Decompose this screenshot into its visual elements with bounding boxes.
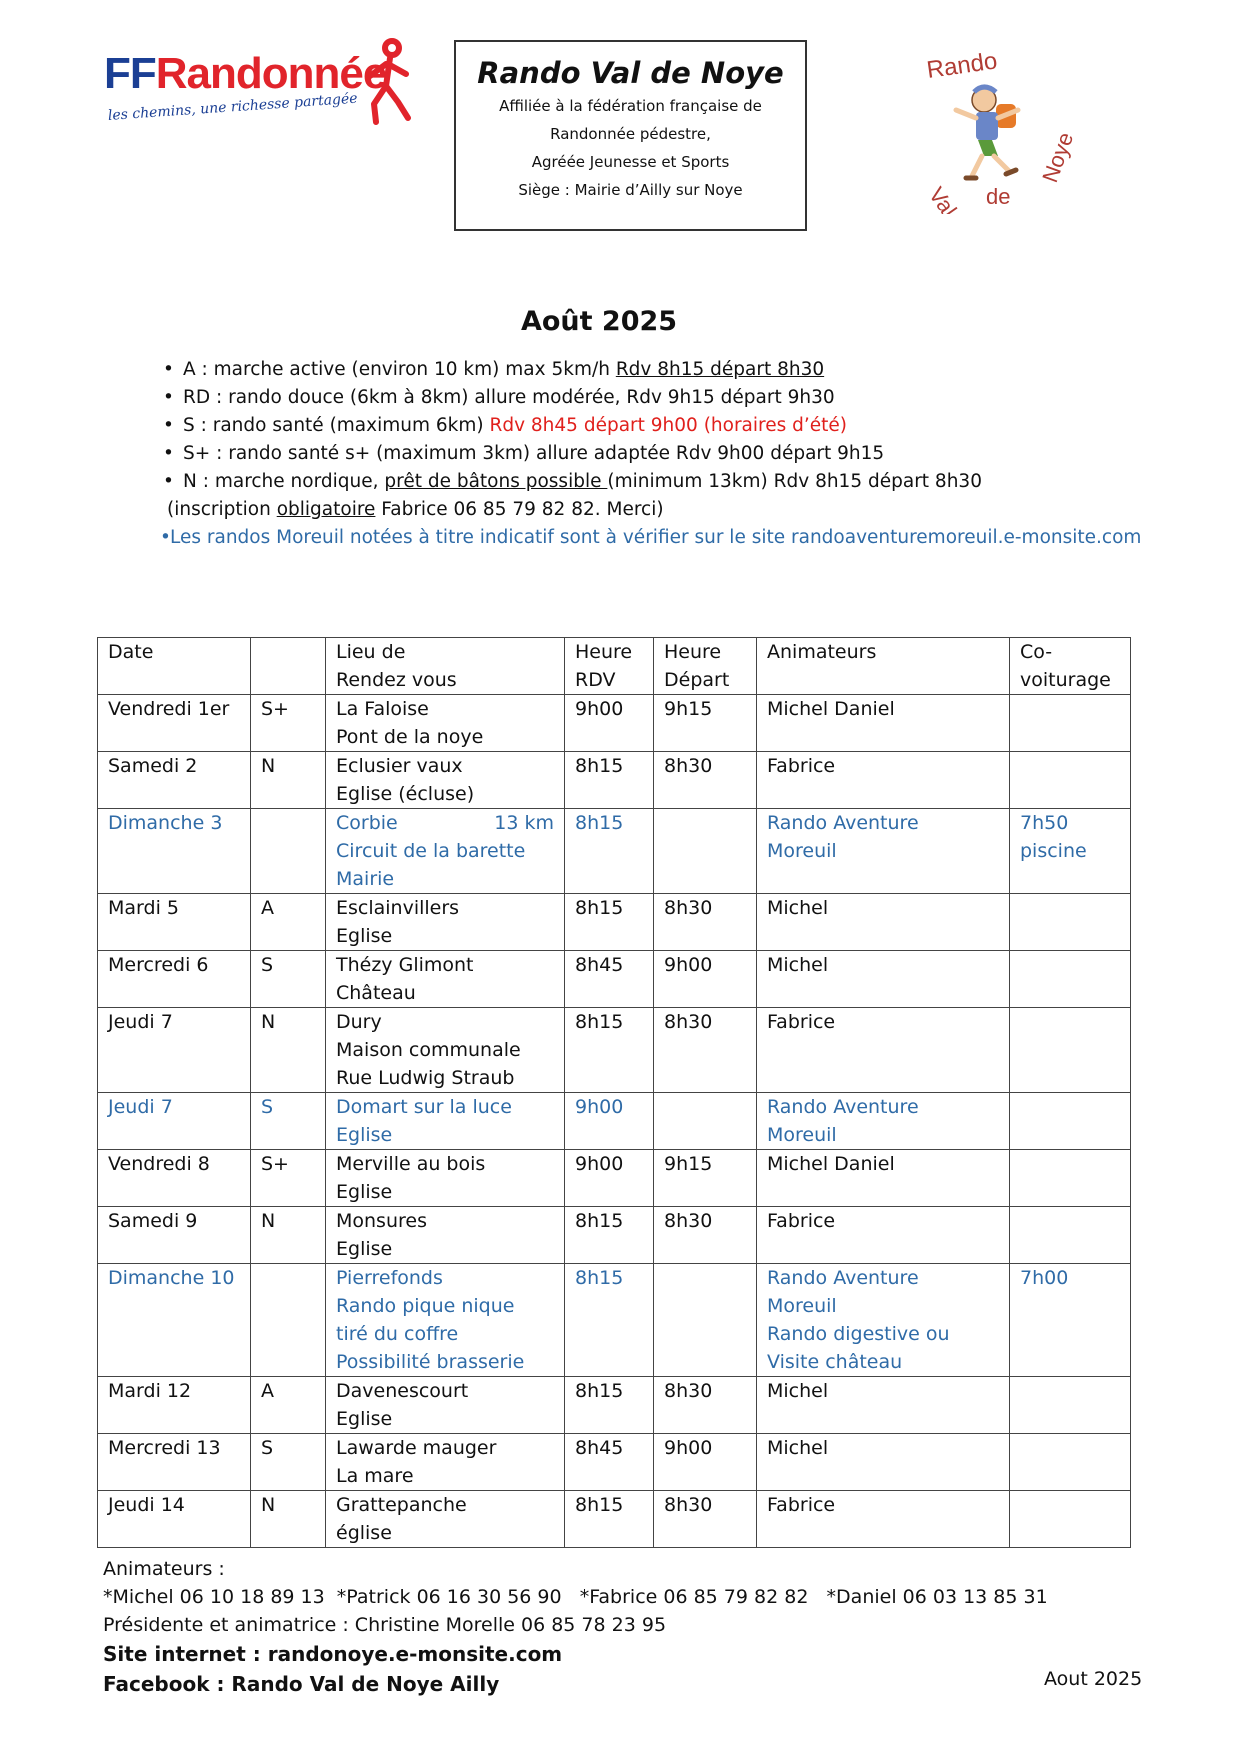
cell-covoiturage: [1010, 951, 1131, 1008]
header-lieu: Lieu de Rendez vous: [326, 638, 565, 695]
cell-animateurs: Fabrice: [757, 1207, 1010, 1264]
hiker-figure-icon: [362, 38, 414, 128]
table-row: [98, 1434, 1131, 1491]
ffr-brand: FFRandonnée: [104, 49, 387, 98]
svg-text:Rando: Rando: [925, 47, 999, 84]
table-header-row: [98, 638, 1131, 695]
hiker-character-icon: [906, 44, 1096, 214]
cell-covoiturage: 7h50 piscine: [1010, 809, 1131, 894]
svg-text:de: de: [986, 184, 1011, 209]
header-rdv: Heure RDV: [565, 638, 654, 695]
cell-rdv: 8h45: [565, 1434, 654, 1491]
svg-text:Noye: Noye: [1037, 128, 1079, 186]
cell-animateurs: Michel Daniel: [757, 695, 1010, 752]
cell-date: Mardi 12: [98, 1377, 251, 1434]
cell-depart: 8h30: [654, 752, 757, 809]
cell-lieu: Eclusier vaux Eglise (écluse): [326, 752, 565, 809]
cell-depart: 9h00: [654, 951, 757, 1008]
cell-type: [251, 809, 326, 894]
legend-inscription: (inscription obligatoire Fabrice 06 85 79 82 82. Merci): [167, 499, 664, 520]
affiliation-line: Agréée Jeunesse et Sports: [531, 153, 730, 171]
cell-covoiturage: [1010, 1150, 1131, 1207]
cell-covoiturage: [1010, 1093, 1131, 1150]
cell-type: S+: [251, 695, 326, 752]
table-row: [98, 894, 1131, 951]
cell-date: Samedi 2: [98, 752, 251, 809]
cell-covoiturage: 7h00: [1010, 1264, 1131, 1377]
cell-covoiturage: [1010, 1434, 1131, 1491]
cell-rdv: 8h15: [565, 1377, 654, 1434]
footer-site: Site internet : randonoye.e-monsite.com: [103, 1642, 563, 1666]
cell-lieu: Corbie 13 km Circuit de la barette Mairie: [326, 809, 565, 894]
cell-covoiturage: [1010, 894, 1131, 951]
cell-rdv: 9h00: [565, 1093, 654, 1150]
cell-lieu: La Faloise Pont de la noye: [326, 695, 565, 752]
footer-facebook: Facebook : Rando Val de Noye Ailly: [103, 1672, 500, 1696]
cell-type: [251, 1264, 326, 1377]
month-title: Août 2025: [520, 306, 678, 337]
cell-type: S+: [251, 1150, 326, 1207]
cell-animateurs: Rando Aventure Moreuil Rando digestive ou Visite château: [757, 1264, 1010, 1377]
legend-item-splus: • S+ : rando santé s+ (maximum 3km) allure adaptée Rdv 9h00 départ 9h15: [163, 443, 885, 464]
cell-rdv: 8h15: [565, 752, 654, 809]
cell-lieu: Grattepanche église: [326, 1491, 565, 1548]
footer-animateurs-phones: *Michel 06 10 18 89 13 *Patrick 06 16 30 56 90 *Fabrice 06 85 79 82 82 *Daniel 06 03 13 85 31: [103, 1586, 1048, 1608]
header-depart: Heure Départ: [654, 638, 757, 695]
cell-type: A: [251, 1377, 326, 1434]
legend-item-rd: • RD : rando douce (6km à 8km) allure modérée, Rdv 9h15 départ 9h30: [163, 387, 835, 408]
cell-date: Dimanche 10: [98, 1264, 251, 1377]
cell-date: Mercredi 6: [98, 951, 251, 1008]
cell-type: A: [251, 894, 326, 951]
cell-lieu: Domart sur la luce Eglise: [326, 1093, 565, 1150]
affiliation-line: Randonnée pédestre,: [550, 125, 711, 143]
cell-depart: 8h30: [654, 1207, 757, 1264]
cell-date: Jeudi 7: [98, 1093, 251, 1150]
cell-lieu: Davenescourt Eglise: [326, 1377, 565, 1434]
cell-date: Jeudi 14: [98, 1491, 251, 1548]
cell-lieu: Pierrefonds Rando pique nique tiré du coffre Possibilité brasserie: [326, 1264, 565, 1377]
table-row: [98, 1377, 1131, 1434]
table-row: [98, 809, 1131, 894]
cell-depart: 9h00: [654, 1434, 757, 1491]
cell-type: S: [251, 1093, 326, 1150]
cell-animateurs: Michel: [757, 894, 1010, 951]
cell-type: N: [251, 752, 326, 809]
cell-date: Samedi 9: [98, 1207, 251, 1264]
cell-rdv: 9h00: [565, 695, 654, 752]
footer-presidente: Présidente et animatrice : Christine Morelle 06 85 78 23 95: [103, 1614, 667, 1636]
header-date: Date: [98, 638, 251, 695]
club-name: Rando Val de Noye: [477, 56, 784, 90]
affiliation-line: Siège : Mairie d’Ailly sur Noye: [518, 181, 743, 199]
cell-type: N: [251, 1207, 326, 1264]
footer: [103, 1555, 1048, 1699]
ffrandonnee-logo: [104, 38, 414, 142]
cell-depart: 8h30: [654, 1377, 757, 1434]
table-row: [98, 695, 1131, 752]
cell-date: Jeudi 7: [98, 1008, 251, 1093]
cell-depart: 8h30: [654, 1008, 757, 1093]
legend: [160, 356, 1142, 552]
cell-date: Vendredi 1er: [98, 695, 251, 752]
cell-date: Mardi 5: [98, 894, 251, 951]
legend-item-a: • A : marche active (environ 10 km) max 5km/h Rdv 8h15 départ 8h30: [163, 359, 825, 380]
cell-rdv: 8h15: [565, 1207, 654, 1264]
cell-covoiturage: [1010, 752, 1131, 809]
footer-animateurs-title: Animateurs :: [103, 1558, 225, 1580]
cell-covoiturage: [1010, 1207, 1131, 1264]
rando-val-de-noye-logo: [906, 44, 1096, 214]
table-row: [98, 1264, 1131, 1377]
legend-item-n: • N : marche nordique, prêt de bâtons possible (minimum 13km) Rdv 8h15 départ 8h30: [163, 471, 982, 492]
cell-rdv: 8h15: [565, 1491, 654, 1548]
table-row: [98, 1150, 1131, 1207]
cell-date: Dimanche 3: [98, 809, 251, 894]
cell-lieu: Monsures Eglise: [326, 1207, 565, 1264]
table-row: [98, 1008, 1131, 1093]
cell-rdv: 9h00: [565, 1150, 654, 1207]
cell-type: N: [251, 1491, 326, 1548]
affiliation-line: Affiliée à la fédération française de: [499, 97, 762, 115]
table-row: [98, 1491, 1131, 1548]
cell-lieu: Lawarde mauger La mare: [326, 1434, 565, 1491]
cell-depart: [654, 809, 757, 894]
table-row: [98, 1207, 1131, 1264]
cell-rdv: 8h15: [565, 1008, 654, 1093]
cell-covoiturage: [1010, 1377, 1131, 1434]
table-row: [98, 1093, 1131, 1150]
cell-date: Vendredi 8: [98, 1150, 251, 1207]
cell-depart: [654, 1093, 757, 1150]
cell-covoiturage: [1010, 1008, 1131, 1093]
ffr-tagline: les chemins, une richesse partagée: [107, 90, 359, 124]
cell-rdv: 8h15: [565, 894, 654, 951]
cell-animateurs: Rando Aventure Moreuil: [757, 1093, 1010, 1150]
header-type: [251, 638, 326, 695]
cell-type: S: [251, 951, 326, 1008]
cell-lieu: Esclainvillers Eglise: [326, 894, 565, 951]
cell-covoiturage: [1010, 1491, 1131, 1548]
cell-lieu: Merville au bois Eglise: [326, 1150, 565, 1207]
schedule-table: [97, 637, 1131, 1548]
cell-animateurs: Rando Aventure Moreuil: [757, 809, 1010, 894]
legend-item-s: • S : rando santé (maximum 6km) Rdv 8h45 départ 9h00 (horaires d’été): [163, 415, 847, 436]
cell-rdv: 8h15: [565, 809, 654, 894]
cell-depart: [654, 1264, 757, 1377]
cell-animateurs: Michel: [757, 951, 1010, 1008]
cell-rdv: 8h15: [565, 1264, 654, 1377]
cell-animateurs: Michel: [757, 1434, 1010, 1491]
cell-animateurs: Fabrice: [757, 1008, 1010, 1093]
cell-depart: 9h15: [654, 1150, 757, 1207]
table-row: [98, 752, 1131, 809]
cell-lieu: Thézy Glimont Château: [326, 951, 565, 1008]
cell-animateurs: Michel: [757, 1377, 1010, 1434]
club-title-box: [454, 40, 807, 231]
cell-type: S: [251, 1434, 326, 1491]
legend-moreuil-note: •Les randos Moreuil notées à titre indicatif sont à vérifier sur le site randoaventuremoreuil.e-monsite.com: [160, 527, 1142, 548]
cell-depart: 8h30: [654, 894, 757, 951]
cell-rdv: 8h45: [565, 951, 654, 1008]
cell-animateurs: Fabrice: [757, 752, 1010, 809]
header-covoiturage: Co- voiturage: [1010, 638, 1131, 695]
table-row: [98, 951, 1131, 1008]
cell-date: Mercredi 13: [98, 1434, 251, 1491]
svg-text:Val: Val: [923, 182, 962, 214]
cell-covoiturage: [1010, 695, 1131, 752]
footer-date: Aout 2025: [1044, 1668, 1143, 1690]
cell-animateurs: Michel Daniel: [757, 1150, 1010, 1207]
cell-depart: 8h30: [654, 1491, 757, 1548]
cell-depart: 9h15: [654, 695, 757, 752]
header-animateurs: Animateurs: [757, 638, 1010, 695]
cell-lieu: Dury Maison communale Rue Ludwig Straub: [326, 1008, 565, 1093]
cell-animateurs: Fabrice: [757, 1491, 1010, 1548]
cell-type: N: [251, 1008, 326, 1093]
